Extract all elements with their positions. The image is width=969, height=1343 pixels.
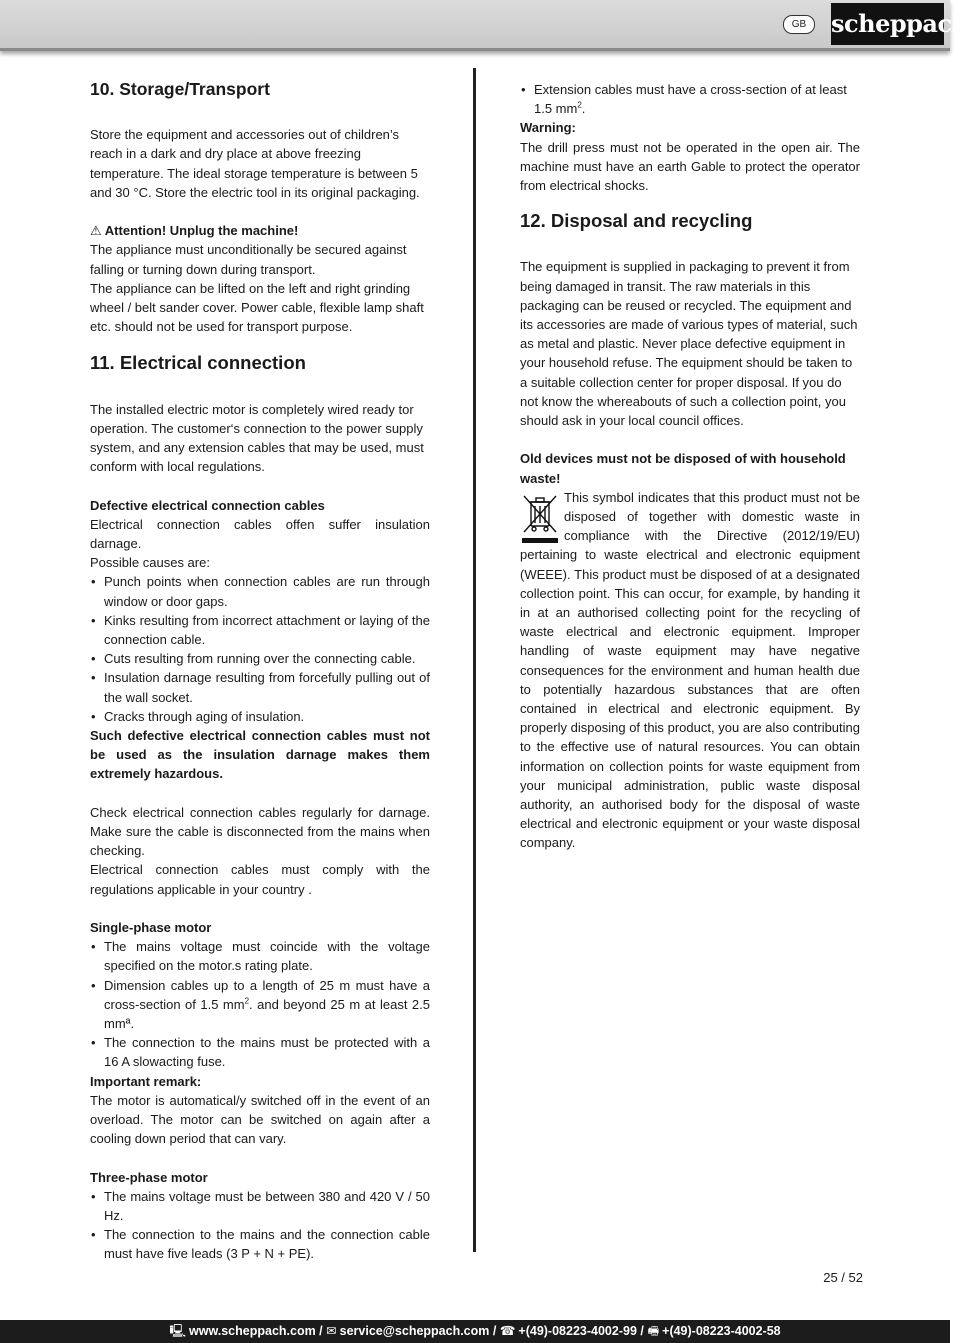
mail-icon: ✉ <box>326 1324 337 1338</box>
list-item: • Insulation darnage resulting from forcefully pulling out of the wall socket. <box>90 668 430 706</box>
section-10-title: 10. Storage/Transport <box>90 79 270 99</box>
warning-title: Warning: <box>520 120 576 136</box>
superscript: 2 <box>577 100 582 110</box>
page-header <box>0 0 969 51</box>
section-11-title: 11. Electrical connection <box>90 352 306 374</box>
fax-icon: 🖷 <box>647 1324 660 1338</box>
important-remark-paragraph: The motor is automatical/y switched off in the event of an overload. The motor can be switched on again after a cooling down period that can vary. <box>90 1092 430 1147</box>
extension-text-b: . <box>581 101 586 117</box>
list-item: • Cracks through aging of insulation. <box>90 707 430 726</box>
weee-block <box>520 488 860 853</box>
computer-icon: 🖳 <box>169 1324 187 1338</box>
warning-triangle-icon: ⚠ <box>90 223 102 239</box>
list-item: • Kinks resulting from incorrect attachment or laying of the connection cable. <box>90 611 430 649</box>
language-badge: GB <box>783 15 815 34</box>
single-phase-title: Single-phase motor <box>90 920 212 936</box>
three-phase-title: Three-phase motor <box>90 1169 208 1185</box>
footer-email[interactable]: service@scheppach.com / <box>339 1324 497 1338</box>
footer-fax: +(49)-08223-4002-58 <box>662 1324 781 1338</box>
cross-section-text-a: Dimension cables up to a length of 25 m must have a cross-section of 1.5 mm <box>104 977 430 1012</box>
extension-list <box>520 80 860 118</box>
footer-phone: +(49)-08223-4002-99 / <box>518 1324 644 1338</box>
cross-section-text-b: . and beyond 25 m at least 2.5 mmª. <box>104 996 430 1032</box>
warning-paragraph: The drill press must not be operated in the open air. The machine must have an earth Gable to protect the operator from electrical shocks. <box>520 139 860 194</box>
section-12-title: 12. Disposal and recycling <box>520 210 753 232</box>
defective-cables-title: Defective electrical connection cables <box>90 497 325 513</box>
attention-paragraph-1: The appliance must unconditionally be secured against falling or turning down during transport. <box>90 242 407 277</box>
list-item: • The connection to the mains and the connection cable must have five leads (3 P + N + PE). <box>90 1225 430 1263</box>
left-column <box>90 72 430 1264</box>
single-phase-list <box>90 937 430 1071</box>
list-item: • The mains voltage must be between 380 and 420 V / 50 Hz. <box>90 1187 430 1225</box>
check-paragraph-1: Check electrical connection cables regularly for darnage. Make sure the cable is disconnected from the mains when checking. <box>90 804 430 859</box>
three-phase-list <box>90 1187 430 1264</box>
phone-icon: ☎ <box>499 1324 516 1338</box>
list-item: • Cuts resulting from running over the connecting cable. <box>90 649 430 668</box>
storage-paragraph: Store the equipment and accessories out of children’s reach in a dark and dry place at above freezing temperature. The ideal storage temperature is between 5 and 30 °C. Store the electric tool in its original packaging. <box>90 127 420 200</box>
check-paragraph-2: Electrical connection cables must comply with the regulations applicable in your country . <box>90 862 430 897</box>
right-column <box>520 80 860 853</box>
weee-crossed-bin-icon <box>520 492 560 544</box>
page-footer <box>0 1320 950 1343</box>
superscript: 2 <box>244 996 250 1006</box>
old-devices-title: Old devices must not be disposed of with household waste! <box>520 451 846 486</box>
list-item <box>90 976 430 1034</box>
important-remark-title: Important remark: <box>90 1073 202 1089</box>
electrical-paragraph: The installed electric motor is completely wired ready tor operation. The customer‘s connection to the power supply system, and any extension cables that may be used, must conform with local regulations. <box>90 401 424 475</box>
list-item: • The mains voltage must coincide with the voltage specified on the motor.s rating plate. <box>90 937 430 975</box>
list-item: • The connection to the mains must be protected with a 16 A slowacting fuse. <box>90 1033 430 1071</box>
scheppach-logo: scheppach <box>831 3 944 45</box>
defective-paragraph-1: Electrical connection cables offen suffer insulation darnage. <box>90 516 430 551</box>
list-item: • Punch points when connection cables are run through window or door gaps. <box>90 572 430 610</box>
disposal-paragraph: The equipment is supplied in packaging to prevent it from being damaged in transit. The raw materials in this packaging can be reused or recycled. The equipment and its accessories are made of various types of material, such as metal and plastic. Never place defective equipment in your household refuse. The equipment should be taken to a suitable collection center for proper disposal. If you do not know the whereabouts of such a collection point, you should ask in your local council offices. <box>520 259 858 429</box>
causes-list <box>90 572 430 726</box>
footer-website[interactable]: www.scheppach.com / <box>189 1324 323 1338</box>
defective-paragraph-2: Possible causes are: <box>90 555 210 571</box>
page-number: 25 / 52 <box>823 1270 863 1285</box>
extension-text-a: Extension cables must have a cross-section of at least 1.5 mm <box>534 82 847 117</box>
defective-warning: Such defective electrical connection cables must not be used as the insulation darnage makes them extremely hazardous. <box>90 728 430 782</box>
column-divider <box>473 68 476 1252</box>
list-item <box>520 80 860 118</box>
attention-title: Attention! Unplug the machine! <box>104 223 299 239</box>
attention-paragraph-2: The appliance can be lifted on the left and right grinding wheel / belt sander cover. Power cable, flexible lamp shaft etc. should not be used for transport purpose. <box>90 280 424 335</box>
attention-heading <box>90 221 430 240</box>
weee-paragraph: This symbol indicates that this product must not be disposed of together with domestic waste in compliance with the Directive (2012/19/EU) pertaining to waste electrical and electronic equipment (WEEE). This product must be disposed of at a designated collection point. This can occur, for example, by handing it in at an authorised collecting point for the recycling of waste electrical and electronic equipment. Improper handling of waste equipment may have negative consequences for the environment and human health due to potentially hazardous substances that are often contained in electrical and electronic equipment. By properly disposing of this product, you are also contributing to the effective use of natural resources. You can obtain information on collection points for waste equipment from your municipal administration, public waste disposal authority, an authorised body for the disposal of waste electrical and electronic equipment or your waste disposal company. <box>520 489 860 851</box>
